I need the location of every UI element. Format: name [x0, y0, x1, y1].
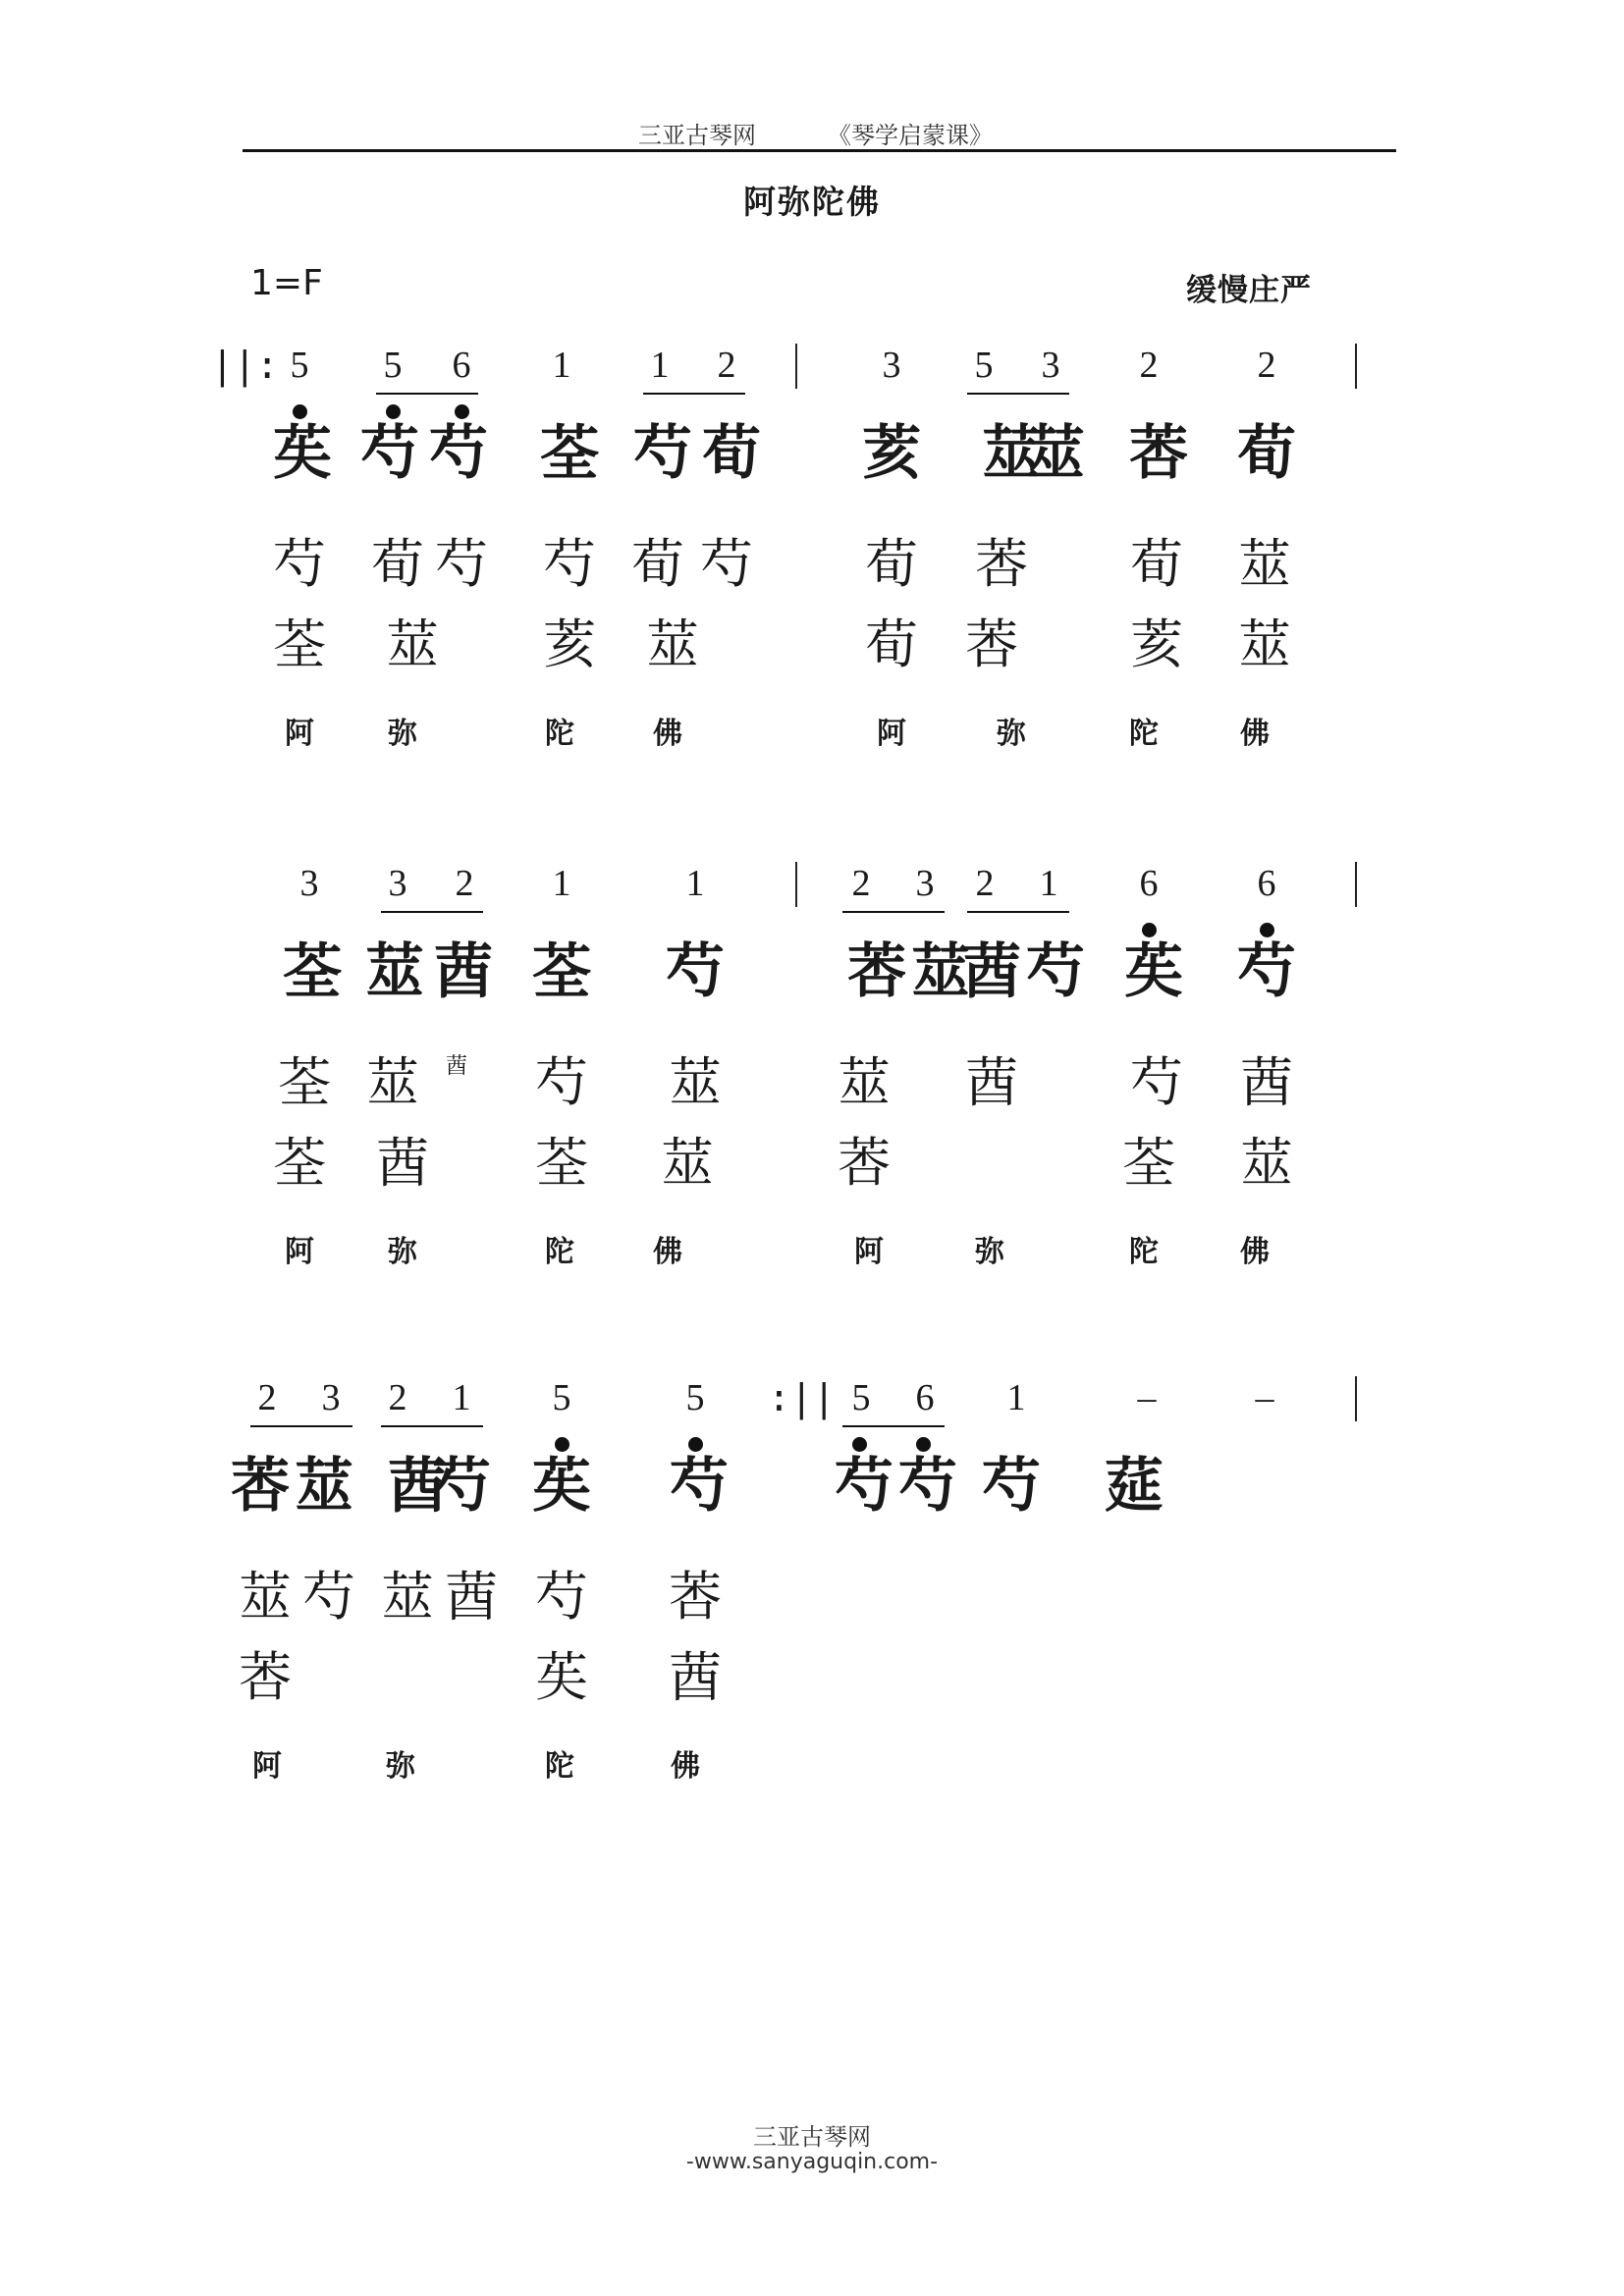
jianpu-note: 3	[321, 1377, 341, 1418]
lyric-syllable: 弥	[388, 717, 417, 751]
lyric-syllable: 阿	[877, 717, 906, 751]
tablature-glyph: 荃	[532, 937, 591, 1006]
tablature-glyph: 莤	[965, 1051, 1018, 1113]
score-row-1	[0, 344, 1624, 815]
header-rule	[243, 149, 1396, 152]
header-book-title: 《琴学启蒙课》	[828, 122, 993, 149]
lyric-syllable: 弥	[388, 1235, 417, 1269]
jianpu-note: 2	[851, 863, 871, 904]
tablature-glyph: 芍	[982, 1452, 1041, 1521]
footer-site: 三亚古琴网	[753, 2123, 871, 2151]
jianpu-note: 5	[851, 1377, 871, 1418]
tablature-glyph: 荄	[1130, 614, 1183, 675]
lyric-syllable: 阿	[252, 1749, 282, 1784]
jianpu-note: 1	[685, 863, 705, 904]
jianpu-note: 6	[915, 1377, 935, 1418]
low-octave-dot	[455, 404, 469, 419]
lyric-syllable: 陀	[545, 1749, 574, 1784]
tablature-glyph: 莁	[1238, 533, 1291, 595]
lyric-syllable: 陀	[1129, 717, 1159, 751]
tablature-glyph: 莕	[975, 533, 1028, 595]
tablature-glyph: 莚	[1105, 1452, 1164, 1521]
tablature-glyph: 莤	[388, 1452, 447, 1521]
bar-line	[795, 862, 797, 907]
beat-underline	[381, 1425, 483, 1427]
jianpu-note: 5	[552, 1377, 571, 1418]
jianpu-note: 6	[452, 345, 471, 386]
tablature-glyph: 莤	[434, 937, 493, 1006]
tablature-glyph: 莕	[1129, 419, 1188, 488]
tablature-glyph: 莁	[239, 1566, 292, 1628]
tablature-glyph: 莤	[1240, 1051, 1293, 1113]
low-octave-dot	[1260, 923, 1274, 937]
tablature-glyph: 莤	[962, 937, 1021, 1006]
jianpu-note: 1	[650, 345, 670, 386]
tablature-glyph: 莁	[646, 614, 699, 675]
tempo-marking: 缓慢庄严	[1186, 273, 1312, 308]
tablature-glyph: 莁	[1238, 614, 1291, 675]
lyric-syllable: 佛	[1240, 717, 1270, 751]
lyric-syllable: 陀	[1129, 1235, 1159, 1269]
tablature-glyph: 芍	[535, 1051, 588, 1113]
lyric-syllable: 阿	[854, 1235, 884, 1269]
tablature-glyph: 芍	[1130, 1051, 1183, 1113]
tablature-glyph: 芍	[835, 1452, 893, 1521]
tablature-glyph: 莁	[381, 1566, 434, 1628]
sustain-dash: –	[1255, 1377, 1274, 1418]
lyric-syllable: 弥	[386, 1749, 415, 1784]
beat-underline	[967, 911, 1069, 913]
tablature-glyph: 芍	[1237, 937, 1296, 1006]
tablature-glyph: 荀	[631, 533, 684, 595]
footer-url: -www.sanyaguqin.com-	[685, 2150, 939, 2174]
tablature-glyph: 莕	[847, 937, 906, 1006]
lyric-syllable: 佛	[653, 717, 682, 751]
tablature-glyph: 荀	[865, 533, 918, 595]
jianpu-note: 3	[299, 863, 319, 904]
bar-line	[1355, 344, 1357, 389]
tablature-glyph: 莤	[376, 1132, 429, 1194]
tablature-glyph: 荀	[371, 533, 424, 595]
jianpu-note: 3	[388, 863, 407, 904]
jianpu-note: 6	[1257, 863, 1276, 904]
tablature-glyph: 荃	[273, 1132, 326, 1194]
tablature-glyph: 荄	[543, 614, 596, 675]
tablature-glyph: 荃	[535, 1132, 588, 1194]
low-octave-dot	[1142, 923, 1157, 937]
tablature-glyph: 荀	[1237, 419, 1296, 488]
tablature-glyph: 芍	[302, 1566, 355, 1628]
header-site: 三亚古琴网	[638, 122, 756, 149]
jianpu-note: 2	[717, 345, 736, 386]
tablature-glyph: 荃	[278, 1051, 331, 1113]
jianpu-note: 1	[1039, 863, 1058, 904]
tablature-glyph: 荃	[1122, 1132, 1175, 1194]
tablature-glyph: 莁	[1026, 419, 1085, 488]
score-row-3	[0, 1376, 1624, 1847]
beat-underline	[381, 911, 483, 913]
tablature-glyph: 莕	[231, 1452, 290, 1521]
low-octave-dot	[916, 1437, 931, 1452]
tablature-glyph: 莕	[838, 1132, 891, 1194]
beat-underline	[250, 1425, 352, 1427]
tablature-glyph: 莁	[366, 1051, 419, 1113]
low-octave-dot	[688, 1437, 703, 1452]
lyric-syllable: 佛	[1240, 1235, 1270, 1269]
beat-underline	[376, 393, 478, 395]
tablature-glyph: 莁	[661, 1132, 714, 1194]
tablature-glyph: 莁	[365, 937, 424, 1006]
tablature-glyph: 芍	[429, 419, 488, 488]
jianpu-note: 6	[1139, 863, 1159, 904]
tablature-glyph: 芍	[435, 533, 488, 595]
bar-line	[795, 344, 797, 389]
lyric-syllable: 佛	[671, 1749, 700, 1784]
key-signature: 1=F	[250, 263, 323, 303]
lyric-syllable: 阿	[285, 1235, 314, 1269]
tablature-glyph: 莕	[965, 614, 1018, 675]
tablature-glyph: 芍	[670, 1452, 729, 1521]
tablature-glyph: 荃	[273, 614, 326, 675]
piece-title: 阿弥陀佛	[743, 183, 881, 221]
tablature-glyph: 莁	[1240, 1132, 1293, 1194]
lyric-syllable: 陀	[545, 717, 574, 751]
tablature-glyph: 芍	[535, 1566, 588, 1628]
tablature-glyph: 芍	[273, 533, 326, 595]
jianpu-note: 2	[388, 1377, 407, 1418]
beat-underline	[967, 393, 1069, 395]
jianpu-note: 2	[975, 863, 995, 904]
tablature-glyph: 芍	[666, 937, 725, 1006]
tablature-glyph: 芍	[543, 533, 596, 595]
tablature-glyph: 芍	[700, 533, 753, 595]
jianpu-note: 5	[383, 345, 403, 386]
tablature-glyph: 荀	[702, 419, 761, 488]
jianpu-note: 5	[290, 345, 309, 386]
lyric-syllable: 陀	[545, 1235, 574, 1269]
jianpu-note: 2	[257, 1377, 277, 1418]
jianpu-note: 2	[1139, 345, 1159, 386]
beat-underline	[842, 1425, 945, 1427]
bar-line	[1355, 1376, 1357, 1421]
jianpu-note: 2	[455, 863, 474, 904]
jianpu-note: 1	[552, 345, 571, 386]
tablature-glyph: 莁	[982, 419, 1041, 488]
tablature-glyph: 荃	[540, 419, 599, 488]
jianpu-note: 3	[915, 863, 935, 904]
tablature-glyph: 芍	[360, 419, 419, 488]
jianpu-note: 3	[882, 345, 901, 386]
tablature-glyph: 莕	[669, 1566, 722, 1628]
tablature-glyph: 莁	[669, 1051, 722, 1113]
sustain-dash: –	[1137, 1377, 1157, 1418]
tablature-glyph: 芍	[633, 419, 692, 488]
tablature-glyph: 荀	[865, 614, 918, 675]
tablature-glyph: 莁	[386, 614, 439, 675]
tablature-glyph: 莕	[239, 1646, 292, 1708]
repeat-start-sign: ||:	[211, 344, 279, 387]
tablature-glyph: 莁	[295, 1452, 353, 1521]
tablature-glyph: 荀	[1130, 533, 1183, 595]
tablature-glyph: 苵	[535, 1646, 588, 1708]
tablature-glyph: 芍	[1026, 937, 1085, 1006]
tablature-glyph: 莤	[669, 1646, 722, 1708]
lyric-syllable: 弥	[997, 717, 1026, 751]
tablature-glyph: 莁	[911, 937, 970, 1006]
repeat-end-sign: :||	[768, 1376, 836, 1419]
beat-underline	[643, 393, 745, 395]
tablature-glyph: 芍	[898, 1452, 957, 1521]
low-octave-dot	[852, 1437, 867, 1452]
tablature-glyph: 苵	[273, 419, 332, 488]
jianpu-note: 1	[452, 1377, 471, 1418]
jianpu-note: 5	[685, 1377, 705, 1418]
tablature-glyph: 莤	[445, 1054, 467, 1079]
jianpu-note: 2	[1257, 345, 1276, 386]
low-octave-dot	[293, 404, 307, 419]
jianpu-note: 1	[552, 863, 571, 904]
jianpu-note: 3	[1041, 345, 1060, 386]
beat-underline	[842, 911, 945, 913]
tablature-glyph: 荃	[283, 937, 342, 1006]
tablature-glyph: 芍	[432, 1452, 491, 1521]
tablature-glyph: 苵	[1124, 937, 1183, 1006]
low-octave-dot	[386, 404, 401, 419]
jianpu-note: 5	[974, 345, 994, 386]
bar-line	[1355, 862, 1357, 907]
tablature-glyph: 苵	[532, 1452, 591, 1521]
tablature-glyph: 荄	[862, 419, 921, 488]
lyric-syllable: 弥	[975, 1235, 1004, 1269]
tablature-glyph: 莁	[838, 1051, 891, 1113]
lyric-syllable: 阿	[285, 717, 314, 751]
tablature-glyph: 莤	[445, 1566, 498, 1628]
lyric-syllable: 佛	[653, 1235, 682, 1269]
jianpu-note: 1	[1006, 1377, 1026, 1418]
low-octave-dot	[555, 1437, 569, 1452]
score-row-2	[0, 862, 1624, 1333]
